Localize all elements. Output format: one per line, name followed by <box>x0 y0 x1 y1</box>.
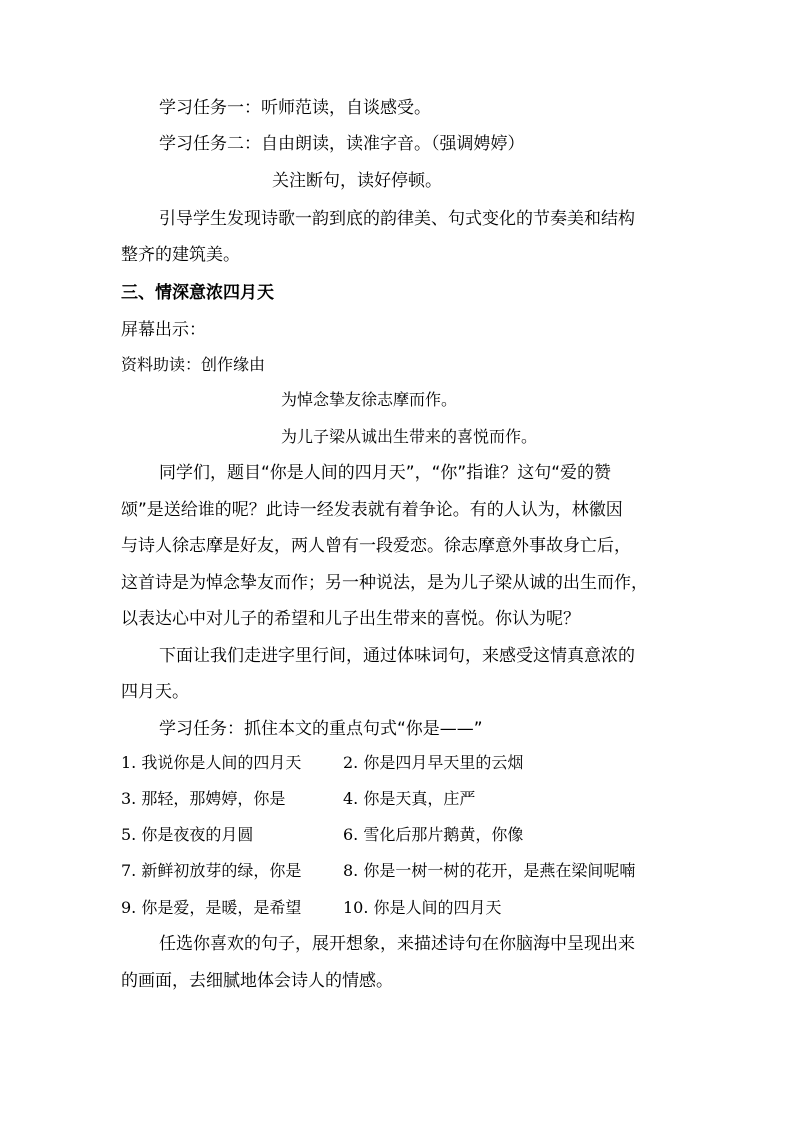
task2-line: 学习任务二：自由朗读，读准字音。（强调娉婷） <box>159 134 525 154</box>
guide-para-line2: 整齐的建筑美。 <box>121 245 240 265</box>
discussion-line2: 颂”是送给谁的呢？此诗一经发表就有着争论。有的人认为，林徽因 <box>121 500 623 520</box>
sentence-item: 7. 新鲜初放芽的绿，你是 <box>121 861 302 880</box>
screen-label: 屏幕出示： <box>121 320 206 340</box>
section-heading: 三、情深意浓四月天 <box>121 283 274 303</box>
sentence-item: 4. 你是天真，庄严 <box>343 789 476 808</box>
reason-2: 为儿子梁从诚出生带来的喜悦而作。 <box>281 427 538 446</box>
discussion-line1: 同学们，题目“你是人间的四月天”，“你”指谁？这句“爱的赞 <box>159 463 612 483</box>
sentence-item: 9. 你是爱，是暖，是希望 <box>121 898 302 917</box>
discussion-line5: 以表达心中对儿子的希望和儿子出生带来的喜悦。你认为呢？ <box>121 609 580 629</box>
key-task-line: 学习任务：抓住本文的重点句式“你是——” <box>159 719 483 739</box>
sentence-item: 3. 那轻，那娉婷，你是 <box>121 789 286 808</box>
material-label: 资料助读：创作缘由 <box>121 355 266 374</box>
transition-line2: 四月天。 <box>121 682 189 702</box>
sentence-item: 6. 雪化后那片鹅黄，你像 <box>343 825 524 844</box>
sentence-item: 1. 我说你是人间的四月天 <box>121 753 302 772</box>
discussion-line3: 与诗人徐志摩是好友，两人曾有一段爱恋。徐志摩意外事故身亡后， <box>121 536 631 556</box>
closing-line2: 的画面，去细腻地体会诗人的情感。 <box>121 971 393 991</box>
transition-line1: 下面让我们走进字里行间，通过体味词句，来感受这情真意浓的 <box>159 646 635 666</box>
sentence-item: 10. 你是人间的四月天 <box>343 898 502 917</box>
task1-line: 学习任务一：听师范读，自谈感受。 <box>159 98 431 118</box>
sentence-item: 5. 你是夜夜的月圆 <box>121 825 254 844</box>
guide-para-line1: 引导学生发现诗歌一韵到底的韵律美、句式变化的节奏美和结构 <box>159 209 635 229</box>
discussion-line4: 这首诗是为悼念挚友而作；另一种说法，是为儿子梁从诚的出生而作， <box>121 573 648 593</box>
sentence-item: 8. 你是一树一树的花开，是燕在梁间呢喃 <box>343 861 636 880</box>
sentence-item: 2. 你是四月早天里的云烟 <box>343 753 524 772</box>
reason-1: 为悼念挚友徐志摩而作。 <box>281 390 458 409</box>
task2-sub-line: 关注断句，读好停顿。 <box>272 171 442 191</box>
closing-line1: 任选你喜欢的句子，展开想象，来描述诗句在你脑海中呈现出来 <box>159 934 635 954</box>
